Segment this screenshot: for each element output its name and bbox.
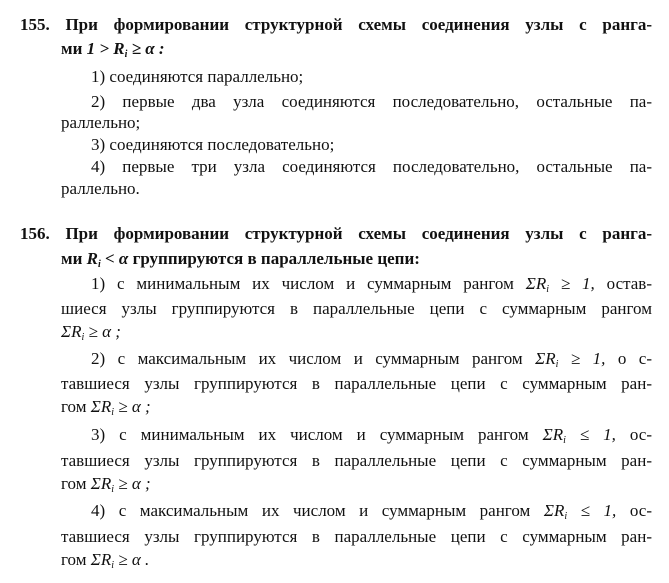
q155-option-1: 1) соединяются параллельно; (91, 67, 304, 86)
q156-option-4-line3: гом $\Sigma R_i \ge \alpha$ . (61, 550, 150, 571)
q156-condition: $R_i < \alpha$ (86, 249, 129, 270)
q156-number: 156. (20, 224, 50, 243)
q155-option-2-line2: раллельно; (61, 113, 141, 132)
q155-title-line2: ми $1 > R_i \ge \alpha$ : (61, 39, 165, 60)
q155-title-line1 (20, 15, 652, 35)
q156-option-2-line1: 2) с максимальным их числом и суммарным рангом $\Sigma R_i \ge 1$, о с- (91, 349, 652, 370)
q155-option-4-line2: раллельно. (61, 179, 140, 198)
q155-title-text: При формировании структурной схемы соединения узлы с ранга- (65, 15, 652, 34)
q156-option-1-line1: 1) с минимальным их числом и суммарным рангом $\Sigma R_i \ge 1$, остав- (91, 274, 652, 295)
q155-option-4-line1: 4) первые три узла соединяются последовательно, остальные па- (91, 157, 652, 176)
q156-option-2-line2: тавшиеся узлы группируются в параллельные цепи с суммарным ран- (61, 374, 652, 393)
q156-option-3-line2: тавшиеся узлы группируются в параллельные цепи с суммарным ран- (61, 451, 652, 470)
q155-option-2-line1: 2) первые два узла соединяются последовательно, остальные па- (91, 92, 652, 111)
q156-option-4-line1: 4) с максимальным их числом и суммарным рангом $\Sigma R_i \le 1$, ос- (91, 501, 652, 522)
q155-option-3: 3) соединяются последовательно; (91, 135, 335, 154)
q156-title-line2: ми $R_i < \alpha$ группируются в параллельные цепи: (61, 249, 420, 270)
q156-title-line1 (20, 224, 652, 244)
q155-number: 155. (20, 15, 50, 34)
q155-condition: $1 > R_i \ge \alpha$ : (86, 39, 165, 60)
q156-option-3-line3: гом $\Sigma R_i \ge \alpha$ ; (61, 474, 151, 495)
q156-option-4-line2: тавшиеся узлы группируются в параллельные цепи с суммарным ран- (61, 527, 652, 546)
q156-title-text: При формировании структурной схемы соединения узлы с ранга- (65, 224, 652, 243)
q156-option-1-line2: шиеся узлы группируются в параллельные цепи с суммарным рангом (61, 299, 652, 318)
q156-option-3-line1: 3) с минимальным их числом и суммарным рангом $\Sigma R_i \le 1$, ос- (91, 425, 652, 446)
q156-option-2-line3: гом $\Sigma R_i \ge \alpha$ ; (61, 397, 151, 418)
q156-option-1-line3: $\Sigma R_i \ge \alpha$ ; (61, 322, 121, 343)
